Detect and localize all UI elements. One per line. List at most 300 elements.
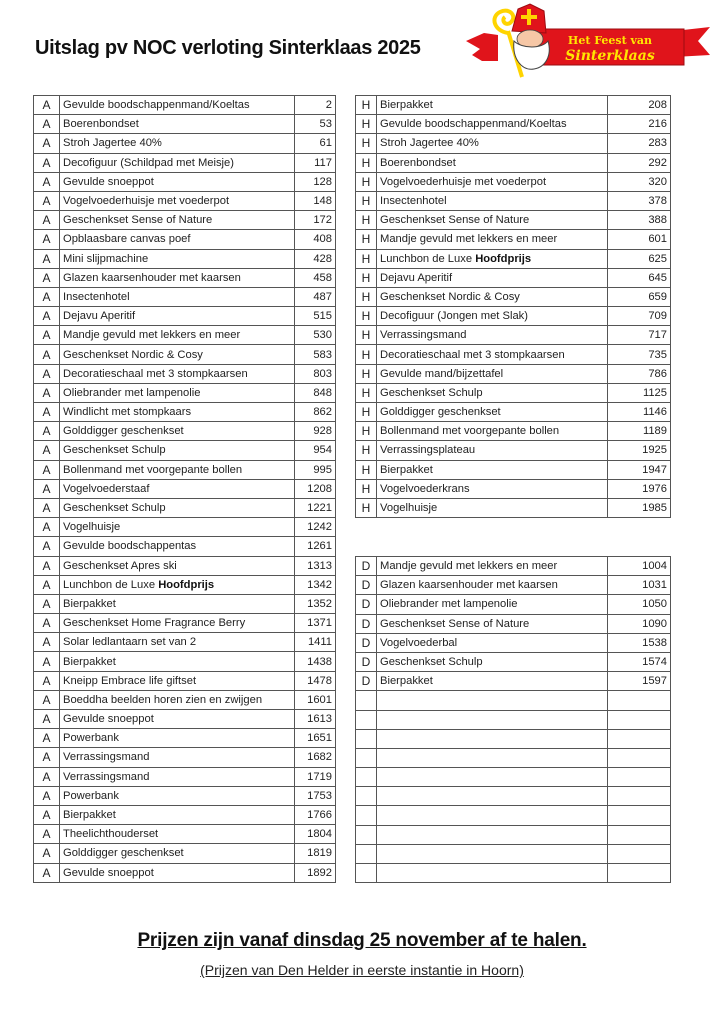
category-cell: A	[34, 729, 60, 748]
prize-name: Lunchbon de Luxe	[380, 252, 476, 265]
table-row	[34, 153, 336, 172]
ticket-number-cell: 1819	[295, 844, 336, 863]
category-cell: H	[356, 230, 377, 249]
table-row	[34, 364, 336, 383]
ticket-number-cell: 117	[295, 153, 336, 172]
prize-cell	[60, 383, 295, 402]
ticket-number-cell	[608, 768, 671, 787]
ticket-number-cell: 487	[295, 287, 336, 306]
category-cell	[356, 864, 377, 883]
prize-name: Verrassingsmand	[380, 329, 467, 342]
logo-text-line1: Het Feest van	[567, 34, 653, 47]
prize-name: Gevulde mand/bijzettafel	[380, 367, 504, 380]
ticket-number-cell: 659	[608, 287, 671, 306]
table-row	[34, 518, 336, 537]
category-cell: H	[356, 460, 377, 479]
category-cell: A	[34, 422, 60, 441]
prize-cell	[377, 460, 608, 479]
prize-name: Vogelvoederhuisje met voederpot	[380, 175, 547, 188]
category-cell: H	[356, 249, 377, 268]
category-cell: H	[356, 134, 377, 153]
ticket-number-cell: 583	[295, 345, 336, 364]
prize-name: Bierpakket	[380, 99, 433, 112]
prize-cell	[377, 345, 608, 364]
prize-name: Boerenbondset	[380, 156, 456, 169]
table-row	[356, 864, 671, 883]
ticket-number-cell: 1613	[295, 710, 336, 729]
prize-name: Golddigger geschenkset	[380, 406, 501, 419]
table-row	[34, 345, 336, 364]
category-cell: A	[34, 364, 60, 383]
category-cell: H	[356, 479, 377, 498]
prize-cell	[60, 153, 295, 172]
table-row	[356, 479, 671, 498]
prize-name: Glazen kaarsenhouder met kaarsen	[380, 579, 558, 592]
prize-cell	[377, 748, 608, 767]
prize-cell	[60, 441, 295, 460]
ticket-number-cell: 786	[608, 364, 671, 383]
prize-name: Boeddha beelden horen zien en zwijgen	[63, 693, 263, 706]
prize-name: Decofiguur (Schildpad met Meisje)	[63, 156, 234, 169]
category-cell: A	[34, 96, 60, 115]
table-row	[34, 191, 336, 210]
prize-cell	[377, 326, 608, 345]
prize-cell	[60, 690, 295, 709]
prize-cell	[377, 191, 608, 210]
ticket-number-cell	[608, 691, 671, 710]
category-cell: A	[34, 134, 60, 153]
category-cell: A	[34, 460, 60, 479]
category-cell: H	[356, 96, 377, 115]
table-row	[356, 115, 671, 134]
category-cell: H	[356, 364, 377, 383]
prize-cell	[60, 115, 295, 134]
table-row	[356, 691, 671, 710]
ticket-number-cell: 1719	[295, 767, 336, 786]
ticket-number-cell: 1050	[608, 595, 671, 614]
category-cell: A	[34, 863, 60, 882]
prize-cell	[377, 787, 608, 806]
prize-cell	[60, 748, 295, 767]
ticket-number-cell	[608, 729, 671, 748]
prize-cell	[60, 671, 295, 690]
category-cell: A	[34, 518, 60, 537]
table-row	[34, 479, 336, 498]
prize-cell	[60, 786, 295, 805]
table-row	[34, 403, 336, 422]
category-cell: D	[356, 557, 377, 576]
table-row	[356, 422, 671, 441]
ticket-number-cell: 61	[295, 134, 336, 153]
ticket-number-cell: 1189	[608, 422, 671, 441]
table-row	[34, 249, 336, 268]
category-cell	[356, 691, 377, 710]
ticket-number-cell: 1597	[608, 672, 671, 691]
table-row	[356, 614, 671, 633]
prize-name: Glazen kaarsenhouder met kaarsen	[63, 271, 241, 284]
table-row	[34, 268, 336, 287]
category-cell: A	[34, 767, 60, 786]
ticket-number-cell: 53	[295, 115, 336, 134]
table-row	[356, 633, 671, 652]
table-row	[34, 537, 336, 556]
prize-cell	[60, 460, 295, 479]
table-row	[34, 671, 336, 690]
prize-name: Vogelvoederkrans	[380, 482, 470, 495]
ticket-number-cell: 1985	[608, 498, 671, 517]
table-row	[34, 786, 336, 805]
category-cell: H	[356, 326, 377, 345]
prize-cell	[60, 633, 295, 652]
prize-cell	[60, 556, 295, 575]
ticket-number-cell: 1538	[608, 633, 671, 652]
table-row	[356, 307, 671, 326]
prize-name: Geschenkset Sense of Nature	[380, 617, 530, 630]
prize-name: Dejavu Aperitif	[380, 271, 453, 284]
prize-name: Decoratieschaal met 3 stompkaarsen	[380, 348, 565, 361]
prize-cell	[377, 422, 608, 441]
category-cell: A	[34, 575, 60, 594]
ticket-number-cell: 408	[295, 230, 336, 249]
prize-name: Vogelvoederhuisje met voederpot	[63, 195, 230, 208]
table-row	[34, 383, 336, 402]
category-cell	[356, 825, 377, 844]
category-cell: H	[356, 345, 377, 364]
prize-cell	[377, 825, 608, 844]
category-cell: H	[356, 383, 377, 402]
prize-cell	[377, 364, 608, 383]
prize-name: Bollenmand met voorgepante bollen	[63, 463, 243, 476]
prize-name: Theelichthouderset	[63, 828, 159, 841]
category-cell: A	[34, 441, 60, 460]
prize-name: Verrassingsmand	[63, 751, 150, 764]
prize-name: Gevulde snoeppot	[63, 713, 154, 726]
prize-name: Gevulde boodschappenmand/Koeltas	[63, 99, 250, 112]
category-cell	[356, 768, 377, 787]
prize-name: Gevulde snoeppot	[63, 866, 154, 879]
table-row	[34, 652, 336, 671]
ribbon-left-tail	[466, 33, 498, 61]
ticket-number-cell	[608, 787, 671, 806]
ticket-number-cell: 1976	[608, 479, 671, 498]
prize-name: Windlicht met stompkaars	[63, 406, 192, 419]
category-cell: A	[34, 230, 60, 249]
prize-cell	[377, 576, 608, 595]
table-row	[34, 115, 336, 134]
category-cell	[356, 710, 377, 729]
prize-cell	[60, 249, 295, 268]
prize-name: Golddigger geschenkset	[63, 847, 184, 860]
prize-table-d	[355, 556, 671, 883]
category-cell: A	[34, 191, 60, 210]
table-row	[356, 557, 671, 576]
ticket-number-cell: 1411	[295, 633, 336, 652]
prize-name: Bierpakket	[63, 809, 116, 822]
prize-cell	[377, 768, 608, 787]
ticket-number-cell: 1438	[295, 652, 336, 671]
category-cell	[356, 844, 377, 863]
table-row	[356, 134, 671, 153]
category-cell: A	[34, 805, 60, 824]
category-cell: A	[34, 345, 60, 364]
table-row	[34, 172, 336, 191]
crozier-icon	[494, 11, 513, 33]
prize-name: Vogelvoederstaaf	[63, 482, 150, 495]
prize-cell	[60, 614, 295, 633]
category-cell: A	[34, 614, 60, 633]
ticket-number-cell: 735	[608, 345, 671, 364]
prize-cell	[377, 864, 608, 883]
prize-name: Geschenkset Schulp	[63, 444, 166, 457]
table-row	[356, 364, 671, 383]
prize-name: Powerbank	[63, 789, 119, 802]
prize-name: Insectenhotel	[63, 290, 130, 303]
ticket-number-cell: 1371	[295, 614, 336, 633]
prize-cell	[377, 172, 608, 191]
prize-name: Mandje gevuld met lekkers en meer	[380, 233, 558, 246]
prize-name: Mandje gevuld met lekkers en meer	[63, 329, 241, 342]
category-cell	[356, 787, 377, 806]
table-row	[34, 287, 336, 306]
table-row	[356, 211, 671, 230]
prize-cell	[60, 825, 295, 844]
table-row	[34, 422, 336, 441]
prize-cell	[60, 863, 295, 882]
ticket-number-cell: 1208	[295, 479, 336, 498]
prize-cell	[377, 479, 608, 498]
prize-name: Geschenkset Home Fragrance Berry	[63, 617, 246, 630]
prize-name: Geschenkset Sense of Nature	[63, 214, 213, 227]
prize-name: Bierpakket	[63, 597, 116, 610]
category-cell: A	[34, 383, 60, 402]
category-cell: A	[34, 172, 60, 191]
prize-name: Geschenkset Nordic & Cosy	[380, 290, 520, 303]
prize-name: Insectenhotel	[380, 195, 447, 208]
prize-cell	[60, 364, 295, 383]
category-cell: A	[34, 786, 60, 805]
category-cell: D	[356, 595, 377, 614]
ticket-number-cell: 1031	[608, 576, 671, 595]
table-row	[356, 768, 671, 787]
table-row	[34, 748, 336, 767]
ticket-number-cell: 1682	[295, 748, 336, 767]
prize-cell	[377, 729, 608, 748]
ticket-number-cell	[608, 806, 671, 825]
category-cell	[356, 806, 377, 825]
prize-name: Kneipp Embrace life giftset	[63, 674, 197, 687]
category-cell: A	[34, 249, 60, 268]
category-cell: H	[356, 422, 377, 441]
category-cell: A	[34, 633, 60, 652]
prize-cell	[60, 518, 295, 537]
category-cell	[356, 748, 377, 767]
main-prize-label: Hoofdprijs	[158, 578, 215, 591]
table-row	[34, 729, 336, 748]
ticket-number-cell: 717	[608, 326, 671, 345]
table-row	[356, 326, 671, 345]
ticket-number-cell: 1574	[608, 652, 671, 671]
table-row	[356, 191, 671, 210]
table-row	[34, 326, 336, 345]
category-cell: H	[356, 498, 377, 517]
prize-cell	[377, 383, 608, 402]
table-row	[356, 748, 671, 767]
prize-name: Lunchbon de Luxe	[63, 578, 159, 591]
table-row	[356, 172, 671, 191]
ticket-number-cell	[608, 710, 671, 729]
prize-name: Dejavu Aperitif	[63, 310, 136, 323]
pickup-notice: Prijzen zijn vanaf dinsdag 25 november af te halen.	[137, 930, 587, 951]
ticket-number-cell: 1090	[608, 614, 671, 633]
ticket-number-cell: 172	[295, 211, 336, 230]
prize-name: Bollenmand met voorgepante bollen	[380, 425, 560, 438]
ticket-number-cell: 1947	[608, 460, 671, 479]
ticket-number-cell: 1601	[295, 690, 336, 709]
table-row	[34, 498, 336, 517]
prize-cell	[377, 498, 608, 517]
pickup-location-note: (Prijzen van Den Helder in eerste instantie in Hoorn)	[200, 962, 524, 978]
category-cell: A	[34, 326, 60, 345]
ticket-number-cell: 378	[608, 191, 671, 210]
table-row	[356, 287, 671, 306]
prize-name: Vogelvoederbal	[380, 636, 458, 649]
category-cell: H	[356, 287, 377, 306]
ticket-number-cell: 1261	[295, 537, 336, 556]
category-cell: D	[356, 633, 377, 652]
ticket-number-cell: 128	[295, 172, 336, 191]
ticket-number-cell: 530	[295, 326, 336, 345]
table-row	[356, 460, 671, 479]
prize-cell	[60, 403, 295, 422]
prize-name: Boerenbondset	[63, 118, 139, 131]
prize-name: Decofiguur (Jongen met Slak)	[380, 310, 528, 323]
prize-name: Gevulde boodschappentas	[63, 540, 197, 553]
prize-cell	[377, 268, 608, 287]
table-row	[356, 787, 671, 806]
ticket-number-cell: 625	[608, 249, 671, 268]
ticket-number-cell: 1892	[295, 863, 336, 882]
prize-cell	[377, 441, 608, 460]
prize-cell	[60, 191, 295, 210]
table-row	[34, 690, 336, 709]
ticket-number-cell: 862	[295, 403, 336, 422]
sinterklaas-logo	[464, 3, 712, 79]
prize-name: Solar ledlantaarn set van 2	[63, 636, 197, 649]
prize-cell	[377, 557, 608, 576]
table-row	[34, 710, 336, 729]
ticket-number-cell	[608, 864, 671, 883]
table-row	[356, 729, 671, 748]
prize-name: Gevulde snoeppot	[63, 175, 154, 188]
prize-cell	[377, 153, 608, 172]
prize-name: Vogelhuisje	[63, 521, 121, 534]
ticket-number-cell: 803	[295, 364, 336, 383]
prize-cell	[377, 307, 608, 326]
table-row	[356, 595, 671, 614]
prize-cell	[60, 96, 295, 115]
prize-name: Geschenkset Sense of Nature	[380, 214, 530, 227]
table-row	[34, 863, 336, 882]
prize-name: Mandje gevuld met lekkers en meer	[380, 560, 558, 573]
category-cell: H	[356, 268, 377, 287]
category-cell: A	[34, 268, 60, 287]
table-row	[356, 441, 671, 460]
ticket-number-cell: 1753	[295, 786, 336, 805]
table-row	[356, 710, 671, 729]
prize-name: Oliebrander met lampenolie	[63, 386, 201, 399]
ticket-number-cell: 292	[608, 153, 671, 172]
ticket-number-cell: 995	[295, 460, 336, 479]
prize-cell	[377, 230, 608, 249]
prize-name: Bierpakket	[63, 655, 116, 668]
table-row	[356, 345, 671, 364]
prize-cell	[60, 844, 295, 863]
ticket-number-cell: 1651	[295, 729, 336, 748]
table-row	[356, 268, 671, 287]
prize-cell	[60, 652, 295, 671]
prize-cell	[377, 211, 608, 230]
ticket-number-cell: 1004	[608, 557, 671, 576]
category-cell: A	[34, 287, 60, 306]
prize-name: Stroh Jagertee 40%	[380, 137, 479, 150]
table-row	[34, 844, 336, 863]
prize-cell	[377, 614, 608, 633]
category-cell: H	[356, 441, 377, 460]
mitre-cross-horizontal	[521, 15, 537, 19]
table-row	[356, 249, 671, 268]
prize-cell	[377, 652, 608, 671]
category-cell: A	[34, 710, 60, 729]
ticket-number-cell: 709	[608, 307, 671, 326]
ticket-number-cell: 458	[295, 268, 336, 287]
category-cell: A	[34, 556, 60, 575]
category-cell: H	[356, 307, 377, 326]
ticket-number-cell: 928	[295, 422, 336, 441]
category-cell: H	[356, 191, 377, 210]
table-row	[356, 576, 671, 595]
category-cell: A	[34, 594, 60, 613]
prize-cell	[60, 211, 295, 230]
table-row	[34, 211, 336, 230]
category-cell: A	[34, 652, 60, 671]
prize-name: Bierpakket	[380, 463, 433, 476]
prize-name: Geschenkset Schulp	[380, 656, 483, 669]
ticket-number-cell: 1352	[295, 594, 336, 613]
category-cell: H	[356, 153, 377, 172]
category-cell: A	[34, 403, 60, 422]
prize-cell	[60, 422, 295, 441]
prize-name: Geschenkset Schulp	[380, 386, 483, 399]
ticket-number-cell: 515	[295, 307, 336, 326]
ticket-number-cell: 954	[295, 441, 336, 460]
ticket-number-cell: 1242	[295, 518, 336, 537]
prize-cell	[377, 633, 608, 652]
ticket-number-cell: 283	[608, 134, 671, 153]
category-cell: A	[34, 307, 60, 326]
prize-name: Stroh Jagertee 40%	[63, 137, 162, 150]
table-row	[34, 825, 336, 844]
ticket-number-cell: 1766	[295, 805, 336, 824]
ticket-number-cell: 1313	[295, 556, 336, 575]
ticket-number-cell: 1342	[295, 575, 336, 594]
ticket-number-cell: 1146	[608, 403, 671, 422]
category-cell: A	[34, 844, 60, 863]
prize-name: Vogelhuisje	[380, 502, 438, 515]
prize-name: Verrassingsplateau	[380, 444, 476, 457]
prize-cell	[377, 691, 608, 710]
prize-cell	[377, 672, 608, 691]
ticket-number-cell: 1125	[608, 383, 671, 402]
